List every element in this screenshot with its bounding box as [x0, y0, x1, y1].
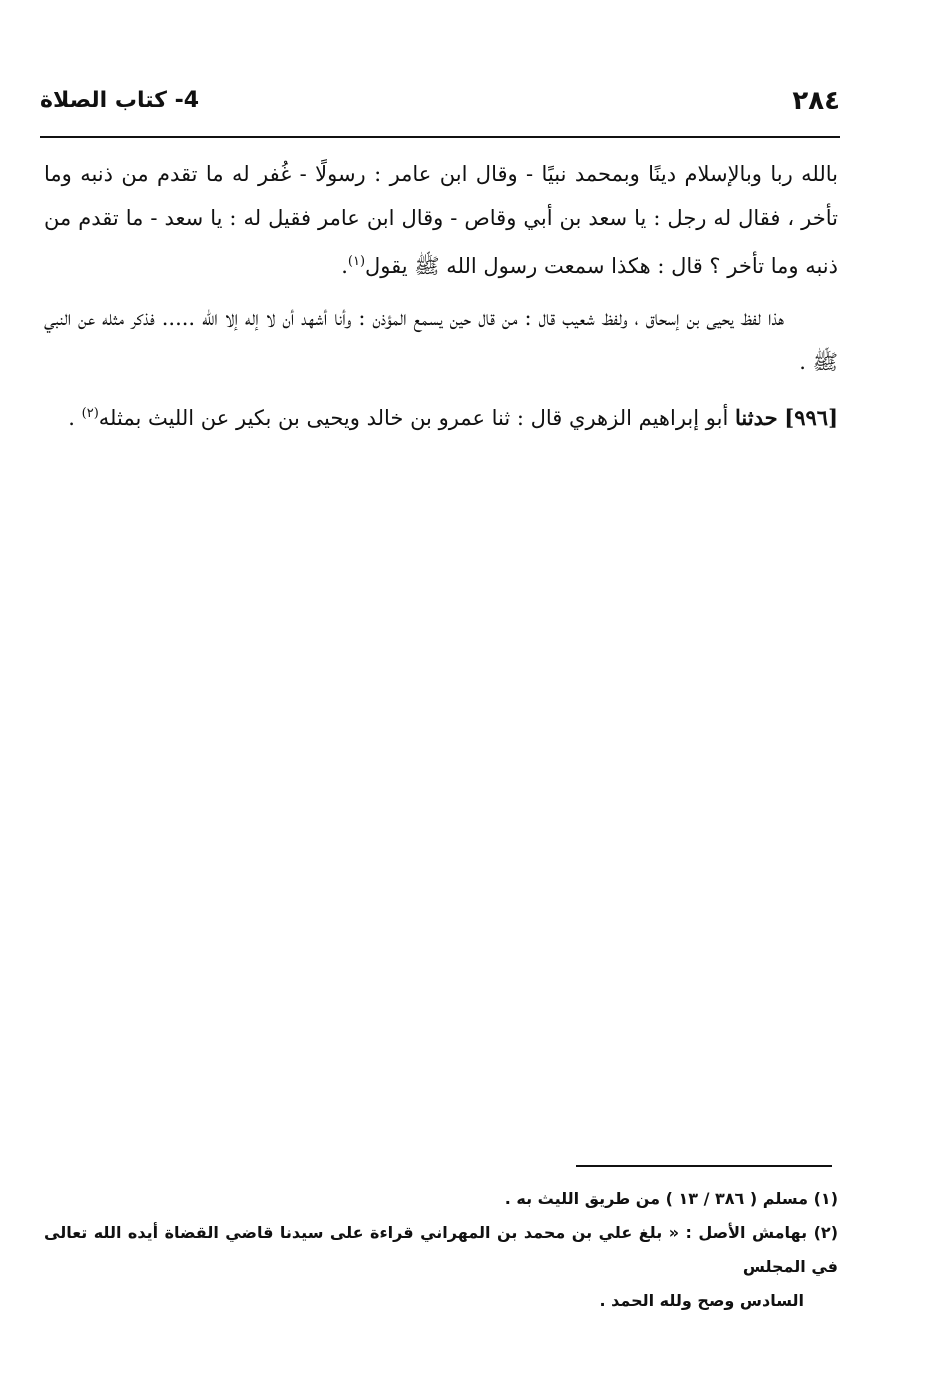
paragraph-3-text: أبو إبراهيم الزهري قال : ثنا عمرو بن خالد ويحيى بن بكير عن الليث بمثله	[98, 406, 729, 430]
hadith-lead-word: حدثنا	[735, 405, 778, 430]
page-header	[40, 86, 840, 126]
paragraph-3	[44, 392, 838, 440]
footnote-divider	[576, 1165, 832, 1167]
paragraph-3-end: .	[68, 406, 75, 430]
main-text	[44, 152, 838, 448]
paragraph-1-end: .	[341, 254, 348, 278]
page-number: ٢٨٤	[792, 86, 840, 116]
paragraph-2-text: هذا لفظ يحيى بن إسحاق ، ولفظ شعيب قال : من قال حين يسمع المؤذن : وأنا أشهد أن لا إله إلا الله ..... فذكر مثله عن النبي ﷺ .	[44, 306, 838, 374]
paragraph-1	[44, 152, 838, 288]
header-divider	[40, 136, 840, 138]
paragraph-1-text: بالله ربا وبالإسلام دينًا وبمحمد نبيًا - وقال ابن عامر : رسولًا - غُفر له ما تقدم من ذنبه وما تأخر ، فقال له رجل : يا سعد بن أبي وقاص - وقال ابن عامر فقيل له : يا سعد - ما تقدم من ذنبه وما تأخر ؟ قال : هكذا سمعت رسول الله ﷺ يقول	[44, 162, 838, 278]
footnote-ref-2: (٢)	[81, 406, 99, 421]
footnote-2-line-2: السادس وصح ولله الحمد .	[599, 1291, 804, 1310]
chapter-title: 4- كتاب الصلاة	[40, 88, 200, 113]
paragraph-2	[44, 296, 838, 384]
footnote-ref-1: (١)	[347, 254, 366, 269]
hadith-number: [٩٩٦]	[784, 405, 838, 430]
footnotes	[44, 1182, 838, 1318]
footnote-2-line-1: (٢) بهامش الأصل : « بلغ علي بن محمد بن المهراني قراءة على سيدنا قاضي القضاة أيده الله تعالى في المجلس	[44, 1223, 838, 1276]
footnote-1: (١) مسلم ( ٣٨٦ / ١٣ ) من طريق الليث به .	[504, 1189, 838, 1208]
